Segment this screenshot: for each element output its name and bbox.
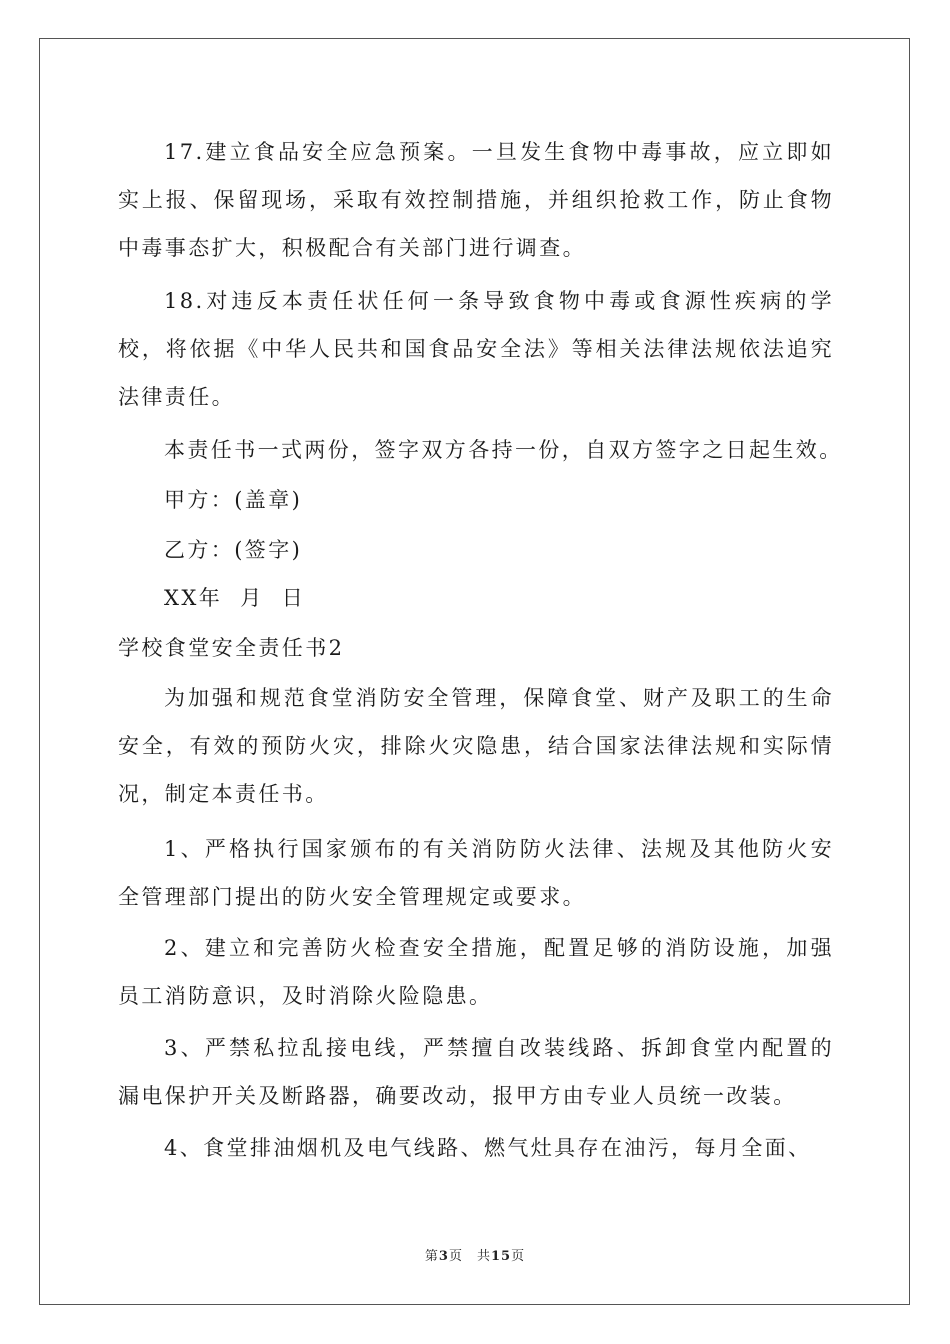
party-a-seal: 甲方：(盖章)	[164, 488, 303, 512]
validity-statement: 本责任书一式两份，签字双方各持一份，自双方签字之日起生效。	[164, 438, 843, 462]
date-line: XX年 月 日	[164, 586, 306, 610]
item-2: 2、建立和完善防火检查安全措施，配置足够的消防设施，加强员工消防意识，及时消除火险隐患。	[118, 936, 834, 1008]
page-current: 3	[438, 1249, 449, 1264]
page-label-pre: 第	[424, 1249, 439, 1264]
section-title: 学校食堂安全责任书2	[118, 636, 345, 660]
page-total: 15	[490, 1249, 512, 1264]
item-1: 1、严格执行国家颁布的有关消防防火法律、法规及其他防火安全管理部门提出的防火安全管理规定或要求。	[118, 837, 834, 909]
clause-17: 17.建立食品安全应急预案。一旦发生食物中毒事故，应立即如实上报、保留现场，采取有效控制措施，并组织抢救工作，防止食物中毒事态扩大，积极配合有关部门进行调查。	[118, 140, 834, 260]
total-label-pre: 共	[476, 1249, 491, 1264]
item-4: 4、食堂排油烟机及电气线路、燃气灶具存在油污，每月全面、	[164, 1136, 812, 1160]
page-footer	[0, 1245, 950, 1264]
clause-18: 18.对违反本责任状任何一条导致食物中毒或食源性疾病的学校，将依据《中华人民共和国食品安全法》等相关法律法规依法追究法律责任。	[118, 289, 834, 409]
intro-paragraph: 为加强和规范食堂消防安全管理，保障食堂、财产及职工的生命安全，有效的预防火灾，排除火灾隐患，结合国家法律法规和实际情况，制定本责任书。	[118, 686, 834, 806]
total-label-post: 页	[511, 1249, 526, 1264]
party-b-signature: 乙方：(签字)	[164, 538, 303, 562]
page-label-post: 页	[448, 1249, 463, 1264]
item-3: 3、严禁私拉乱接电线，严禁擅自改装线路、拆卸食堂内配置的漏电保护开关及断路器，确要改动，报甲方由专业人员统一改装。	[118, 1036, 834, 1108]
